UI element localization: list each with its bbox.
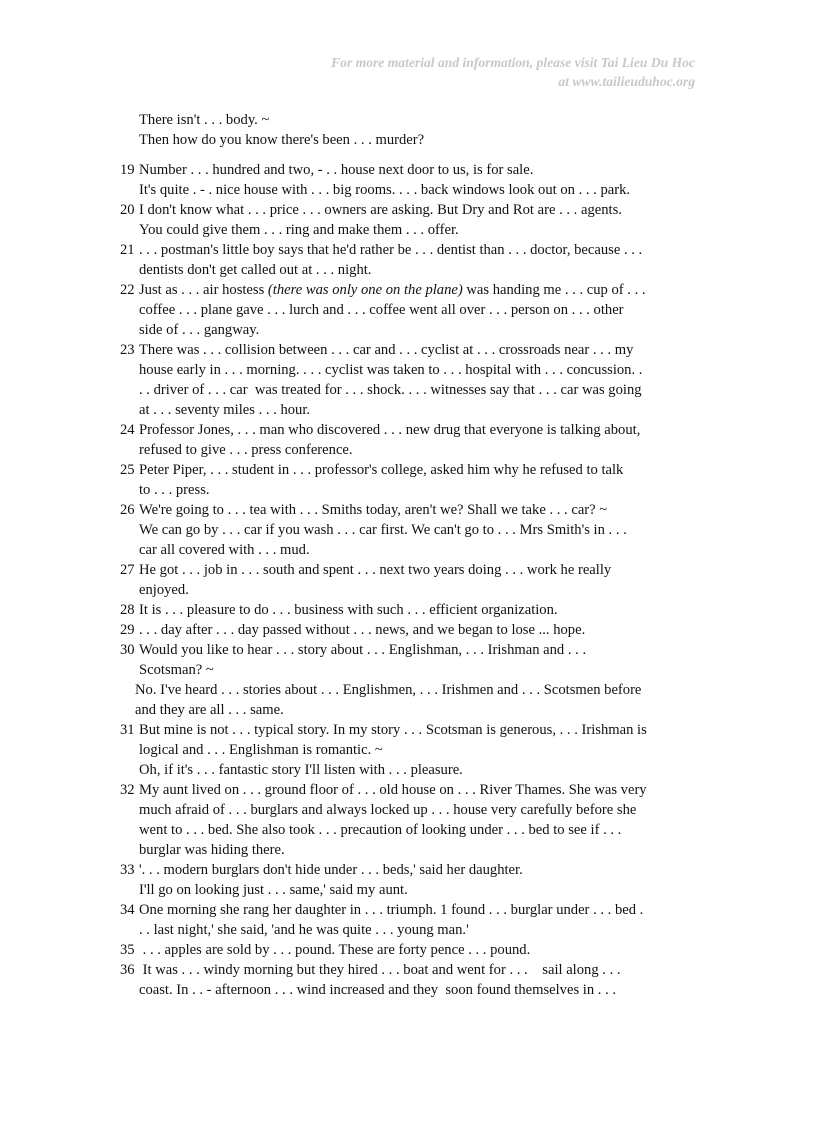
item-number: 34 (120, 902, 135, 918)
item-number: 28 (120, 602, 135, 618)
item-line: refused to give . . . press conference. (139, 442, 353, 458)
exercise-item (120, 940, 700, 960)
item-line: I don't know what . . . price . . . owners are asking. But Dry and Rot are . . . agents. (139, 202, 622, 218)
item-number: 25 (120, 462, 135, 478)
item-line: much afraid of . . . burglars and always locked up . . . house very carefully before she (139, 802, 637, 818)
item-number: 36 (120, 962, 135, 978)
item-line: Peter Piper, . . . student in . . . professor's college, asked him why he refused to talk (139, 462, 624, 478)
item-text (135, 640, 700, 720)
item-line: Professor Jones, . . . man who discovered . . . new drug that everyone is talking about, (139, 422, 641, 438)
exercise-item (120, 860, 700, 900)
item-line: He got . . . job in . . . south and spent . . . next two years doing . . . work he really (139, 562, 612, 578)
item-line: One morning she rang her daughter in . . . triumph. 1 found . . . burglar under . . . bed . (139, 902, 644, 918)
item-line: side of . . . gangway. (139, 322, 260, 338)
item-line: coast. In . . - afternoon . . . wind increased and they soon found themselves in . . . (139, 982, 617, 998)
item-text (139, 900, 700, 940)
exercise-item (120, 640, 700, 720)
item-line: house early in . . . morning. . . . cyclist was taken to . . . hospital with . . . concussion. . (139, 362, 643, 378)
item-text (139, 940, 700, 960)
item-number: 20 (120, 202, 135, 218)
item-line: It's quite . - . nice house with . . . big rooms. . . . back windows look out on . . . park. (139, 182, 631, 198)
item-line: at . . . seventy miles . . . hour. (139, 402, 311, 418)
item-line: It is . . . pleasure to do . . . business with such . . . efficient organization. (139, 602, 558, 618)
item-line: I'll go on looking just . . . same,' said my aunt. (139, 882, 408, 898)
item-line: logical and . . . Englishman is romantic. ~ (139, 742, 383, 758)
item-line-text: Just as . . . air hostess (139, 282, 268, 298)
item-text (139, 500, 700, 560)
item-text (139, 600, 700, 620)
header-line-2: at www.tailieuduhoc.org (558, 74, 695, 89)
exercise-item (120, 200, 700, 240)
item-reply-line: and they are all . . . same. (135, 702, 284, 718)
item-line: There was . . . collision between . . . car and . . . cyclist at . . . crossroads near . . . my (139, 342, 634, 358)
item-number: 35 (120, 942, 135, 958)
page-header (331, 53, 695, 91)
item-line: Scotsman? ~ (139, 662, 214, 678)
item-number: 31 (120, 722, 135, 738)
item-line: '. . . modern burglars don't hide under . . . beds,' said her daughter. (139, 862, 523, 878)
item-line: We're going to . . . tea with . . . Smiths today, aren't we? Shall we take . . . car? ~ (139, 502, 608, 518)
item-line: car all covered with . . . mud. (139, 542, 310, 558)
item-text (139, 960, 700, 1000)
item-line: My aunt lived on . . . ground floor of . . . old house on . . . River Thames. She was very (139, 782, 647, 798)
exercise-item (120, 900, 700, 940)
item-text (139, 780, 700, 860)
item-number: 32 (120, 782, 135, 798)
exercise-item (120, 960, 700, 1000)
item-number: 21 (120, 242, 135, 258)
header-line-1: For more material and information, please visit Tai Lieu Du Hoc (331, 55, 695, 70)
item-number: 33 (120, 862, 135, 878)
item-number: 30 (120, 642, 135, 658)
item-text (139, 240, 700, 280)
item-line: went to . . . bed. She also took . . . precaution of looking under . . . bed to see if . . . (139, 822, 622, 838)
item-number: 27 (120, 562, 135, 578)
item-number: 19 (120, 162, 135, 178)
item-text (139, 620, 700, 640)
item-text (139, 280, 700, 340)
exercise-item (120, 720, 700, 780)
item-line: to . . . press. (139, 482, 210, 498)
item-line: . . driver of . . . car was treated for . . . shock. . . . witnesses say that . . . car was going (139, 382, 642, 398)
exercise-item (120, 620, 700, 640)
intro-line: Then how do you know there's been . . . murder? (139, 132, 425, 148)
item-line: burglar was hiding there. (139, 842, 285, 858)
item-number: 24 (120, 422, 135, 438)
item-line-text: was handing me . . . cup of . . . (462, 282, 646, 298)
item-line-italic: (there was only one on the plane) (267, 282, 463, 298)
exercise-item (120, 340, 700, 420)
item-line: We can go by . . . car if you wash . . . car first. We can't go to . . . Mrs Smith's in . . . (139, 522, 627, 538)
item-line: coffee . . . plane gave . . . lurch and . . . coffee went all over . . . person on . . . other (139, 302, 624, 318)
item-line: . . . postman's little boy says that he'd rather be . . . dentist than . . . doctor, because . . . (139, 242, 643, 258)
exercise-content (120, 110, 700, 1000)
exercise-item (120, 280, 700, 340)
item-line: Number . . . hundred and two, - . . house next door to us, is for sale. (139, 162, 534, 178)
item-line: enjoyed. (139, 582, 189, 598)
item-text (139, 860, 700, 900)
exercise-item (120, 160, 700, 200)
item-line (139, 280, 700, 300)
item-text (139, 720, 700, 780)
item-text (139, 340, 700, 420)
exercise-item (120, 420, 700, 460)
item-number: 23 (120, 342, 135, 358)
item-text (139, 420, 700, 460)
item-line: Would you like to hear . . . story about . . . Englishman, . . . Irishman and . . . (139, 642, 587, 658)
item-line: dentists don't get called out at . . . night. (139, 262, 372, 278)
item-number: 29 (120, 622, 135, 638)
item-line: Oh, if it's . . . fantastic story I'll listen with . . . pleasure. (139, 762, 463, 778)
exercise-item (120, 600, 700, 620)
exercise-item (120, 560, 700, 600)
item-reply-line: No. I've heard . . . stories about . . . Englishmen, . . . Irishmen and . . . Scotsmen before (135, 682, 642, 698)
item-line: . . . apples are sold by . . . pound. These are forty pence . . . pound. (139, 942, 531, 958)
intro-block (120, 110, 700, 150)
exercise-item (120, 460, 700, 500)
exercise-item (120, 500, 700, 560)
item-line: . . . day after . . . day passed without . . . news, and we began to lose ... hope. (139, 622, 586, 638)
intro-line: There isn't . . . body. ~ (139, 112, 270, 128)
item-line: But mine is not . . . typical story. In my story . . . Scotsman is generous, . . . Irishman is (139, 722, 647, 738)
item-text (139, 160, 700, 200)
item-text (139, 460, 700, 500)
item-line: You could give them . . . ring and make them . . . offer. (139, 222, 459, 238)
item-line: It was . . . windy morning but they hired . . . boat and went for . . . sail along . . . (139, 962, 621, 978)
exercise-item (120, 240, 700, 280)
item-text (139, 560, 700, 600)
item-number: 26 (120, 502, 135, 518)
item-number: 22 (120, 282, 135, 298)
item-line: . . last night,' she said, 'and he was quite . . . young man.' (139, 922, 469, 938)
item-text (139, 200, 700, 240)
exercise-item (120, 780, 700, 860)
exercise-list (120, 160, 700, 1000)
